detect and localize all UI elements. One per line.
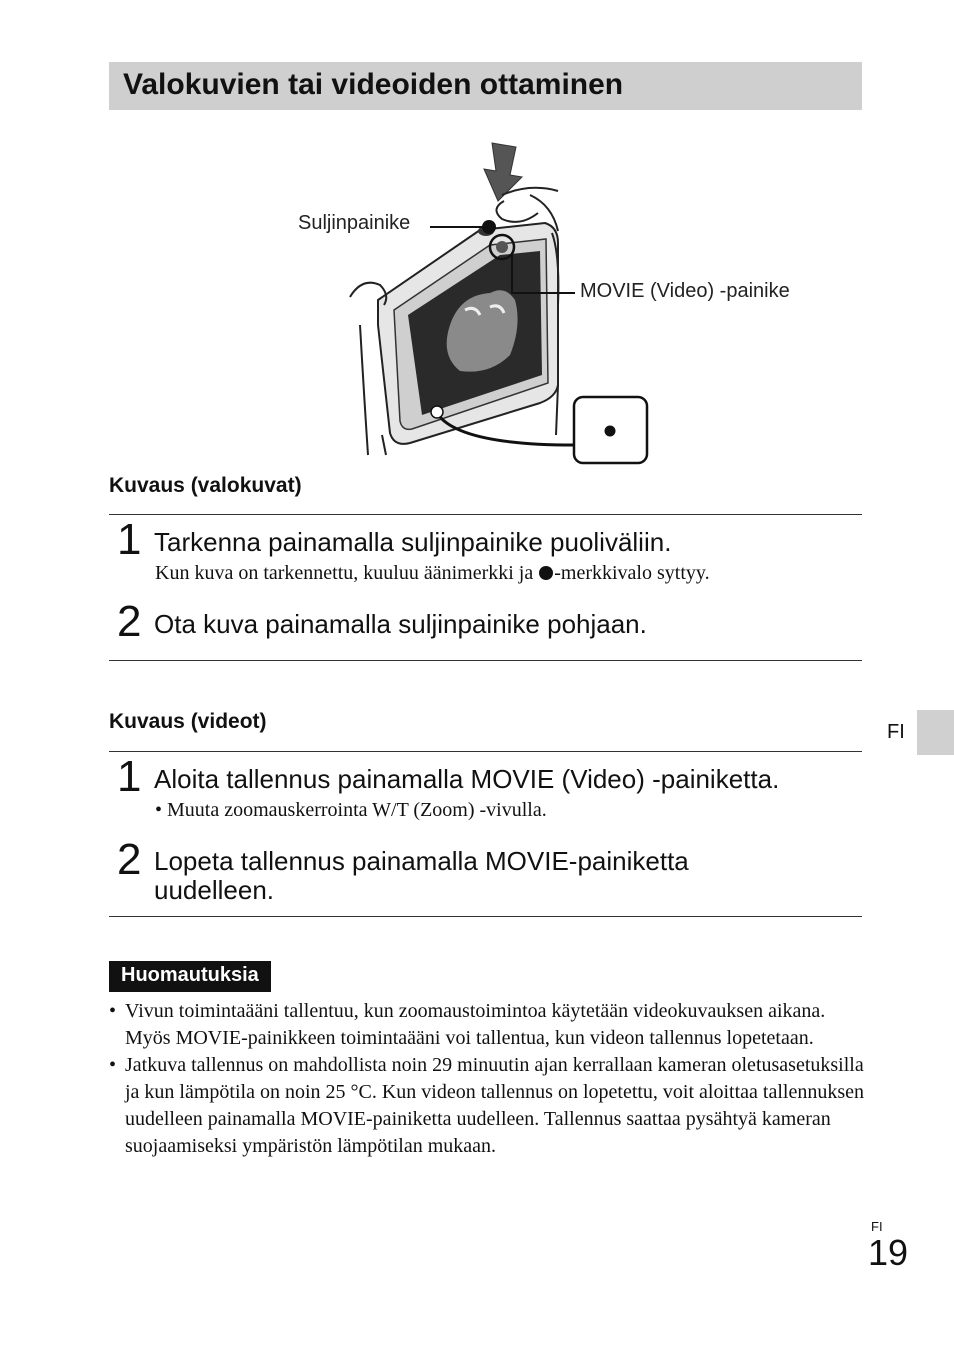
divider	[109, 916, 862, 917]
notes-heading: Huomautuksia	[109, 961, 271, 992]
press-arrow-icon	[484, 143, 522, 201]
page-title: Valokuvien tai videoiden ottaminen	[123, 68, 624, 101]
shutter-label: Suljinpainike	[298, 212, 411, 234]
step-number: 1	[117, 752, 142, 801]
video-section-heading: Kuvaus (videot)	[109, 710, 267, 733]
title-bar	[109, 62, 862, 110]
photo-section-heading: Kuvaus (valokuvat)	[109, 474, 302, 497]
step-number: 1	[117, 515, 142, 564]
movie-button-label: MOVIE (Video) -painike	[580, 280, 790, 302]
focus-indicator-icon	[539, 566, 553, 580]
step-number: 2	[117, 597, 142, 646]
step-text: Tarkenna painamalla suljinpainike puoliväliin.	[154, 527, 672, 557]
footer-lang: FI	[871, 1219, 883, 1234]
divider	[109, 514, 862, 515]
step-text: Ota kuva painamalla suljinpainike pohjaan.	[154, 609, 647, 639]
list-item: • Vivun toimintaääni tallentuu, kun zoomaustoimintoa käytetään videokuvauksen aikana. Myös MOVIE-painikkeen toimintaääni voi tallentua, kun videon tallennus lopetetaan.	[109, 998, 864, 1052]
list-item: • Jatkuva tallennus on mahdollista noin 29 minuutin ajan kerrallaan kameran oletusasetuksilla ja kun lämpötila on noin 25 °C. Kun videon tallennus on lopetettu, voit aloittaa tallennuksen uudelleen painamalla MOVIE-painiketta uudelleen. Tallennus saattaa pysähtyä kameran suojaamiseksi ympäristön lämpötilan mukaan.	[109, 1052, 864, 1160]
divider	[109, 751, 862, 752]
indicator-lamp-dot	[605, 426, 616, 437]
step-detail: • Muuta zoomauskerrointa W/T (Zoom) -vivulla.	[155, 799, 547, 821]
side-tab	[917, 710, 954, 755]
step-text: Lopeta tallennus painamalla MOVIE-painiketta uudelleen.	[154, 846, 689, 905]
step-detail: Kun kuva on tarkennettu, kuuluu äänimerkki ja -merkkivalo syttyy.	[155, 562, 710, 584]
side-tab-label: FI	[887, 721, 905, 743]
page-number: 19	[868, 1232, 909, 1273]
step-text: Aloita tallennus painamalla MOVIE (Video) -painiketta.	[154, 764, 780, 794]
step-number: 2	[117, 835, 142, 884]
divider	[109, 660, 862, 661]
notes-list	[109, 998, 864, 1160]
